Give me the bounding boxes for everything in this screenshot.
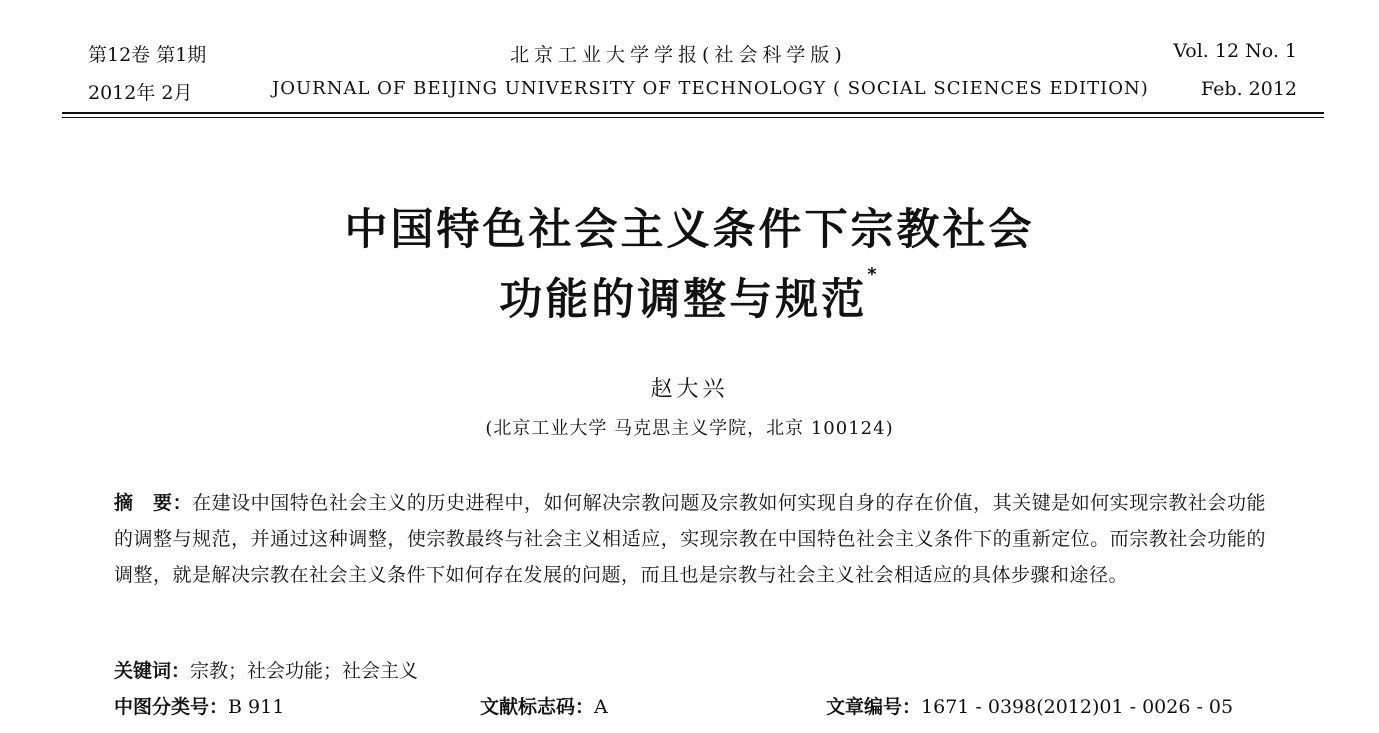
volume-issue-en: Vol. 12 No. 1	[1173, 40, 1297, 62]
article-number	[826, 692, 1233, 719]
journal-name-en: JOURNAL OF BEIJING UNIVERSITY OF TECHNOLOGY ( SOCIAL SCIENCES EDITION)	[272, 78, 1149, 99]
clc-value: B 911	[228, 696, 285, 718]
abstract-text: 在建设中国特色社会主义的历史进程中，如何解决宗教问题及宗教如何实现自身的存在价值，其关键是如何实现宗教社会功能的调整与规范，并通过这种调整，使宗教最终与社会主义相适应，实现宗教在中国特色社会主义条件下的重新定位。而宗教社会功能的调整，就是解决宗教在社会主义条件下如何存在发展的问题，而且也是宗教与社会主义社会相适应的具体步骤和途径。	[114, 492, 1266, 586]
clc-number	[114, 692, 284, 719]
article-number-value: 1671 - 0398(2012)01 - 0026 - 05	[921, 696, 1234, 718]
header-rule-bottom	[62, 117, 1324, 118]
clc-label: 中图分类号：	[114, 696, 229, 718]
issue-date-cn: 2012年 2月	[88, 82, 193, 104]
abstract	[114, 485, 1266, 593]
journal-name-cn: 北京工业大学学报(社会科学版)	[510, 44, 847, 66]
issue-date-en: Feb. 2012	[1201, 78, 1297, 100]
abstract-label: 摘 要：	[114, 492, 193, 514]
article-title-line-2	[0, 266, 1379, 327]
title-footnote-mark: *	[867, 264, 880, 285]
keywords	[114, 656, 418, 683]
article-title-text: 功能的调整与规范	[499, 275, 868, 325]
volume-issue: 第12卷 第1期	[88, 44, 207, 66]
author-name: 赵大兴	[650, 377, 729, 402]
document-code-label: 文献标志码：	[480, 696, 595, 718]
author-affiliation: (北京工业大学 马克思主义学院，北京 100124)	[485, 418, 894, 439]
document-code-value: A	[594, 696, 608, 718]
header-rule-top	[62, 112, 1324, 114]
document-code	[480, 692, 608, 719]
article-number-label: 文章编号：	[826, 696, 922, 718]
keywords-text: 宗教；社会功能；社会主义	[190, 660, 419, 682]
article-title-line-1: 中国特色社会主义条件下宗教社会	[344, 205, 1035, 255]
keywords-label: 关键词：	[114, 660, 191, 682]
